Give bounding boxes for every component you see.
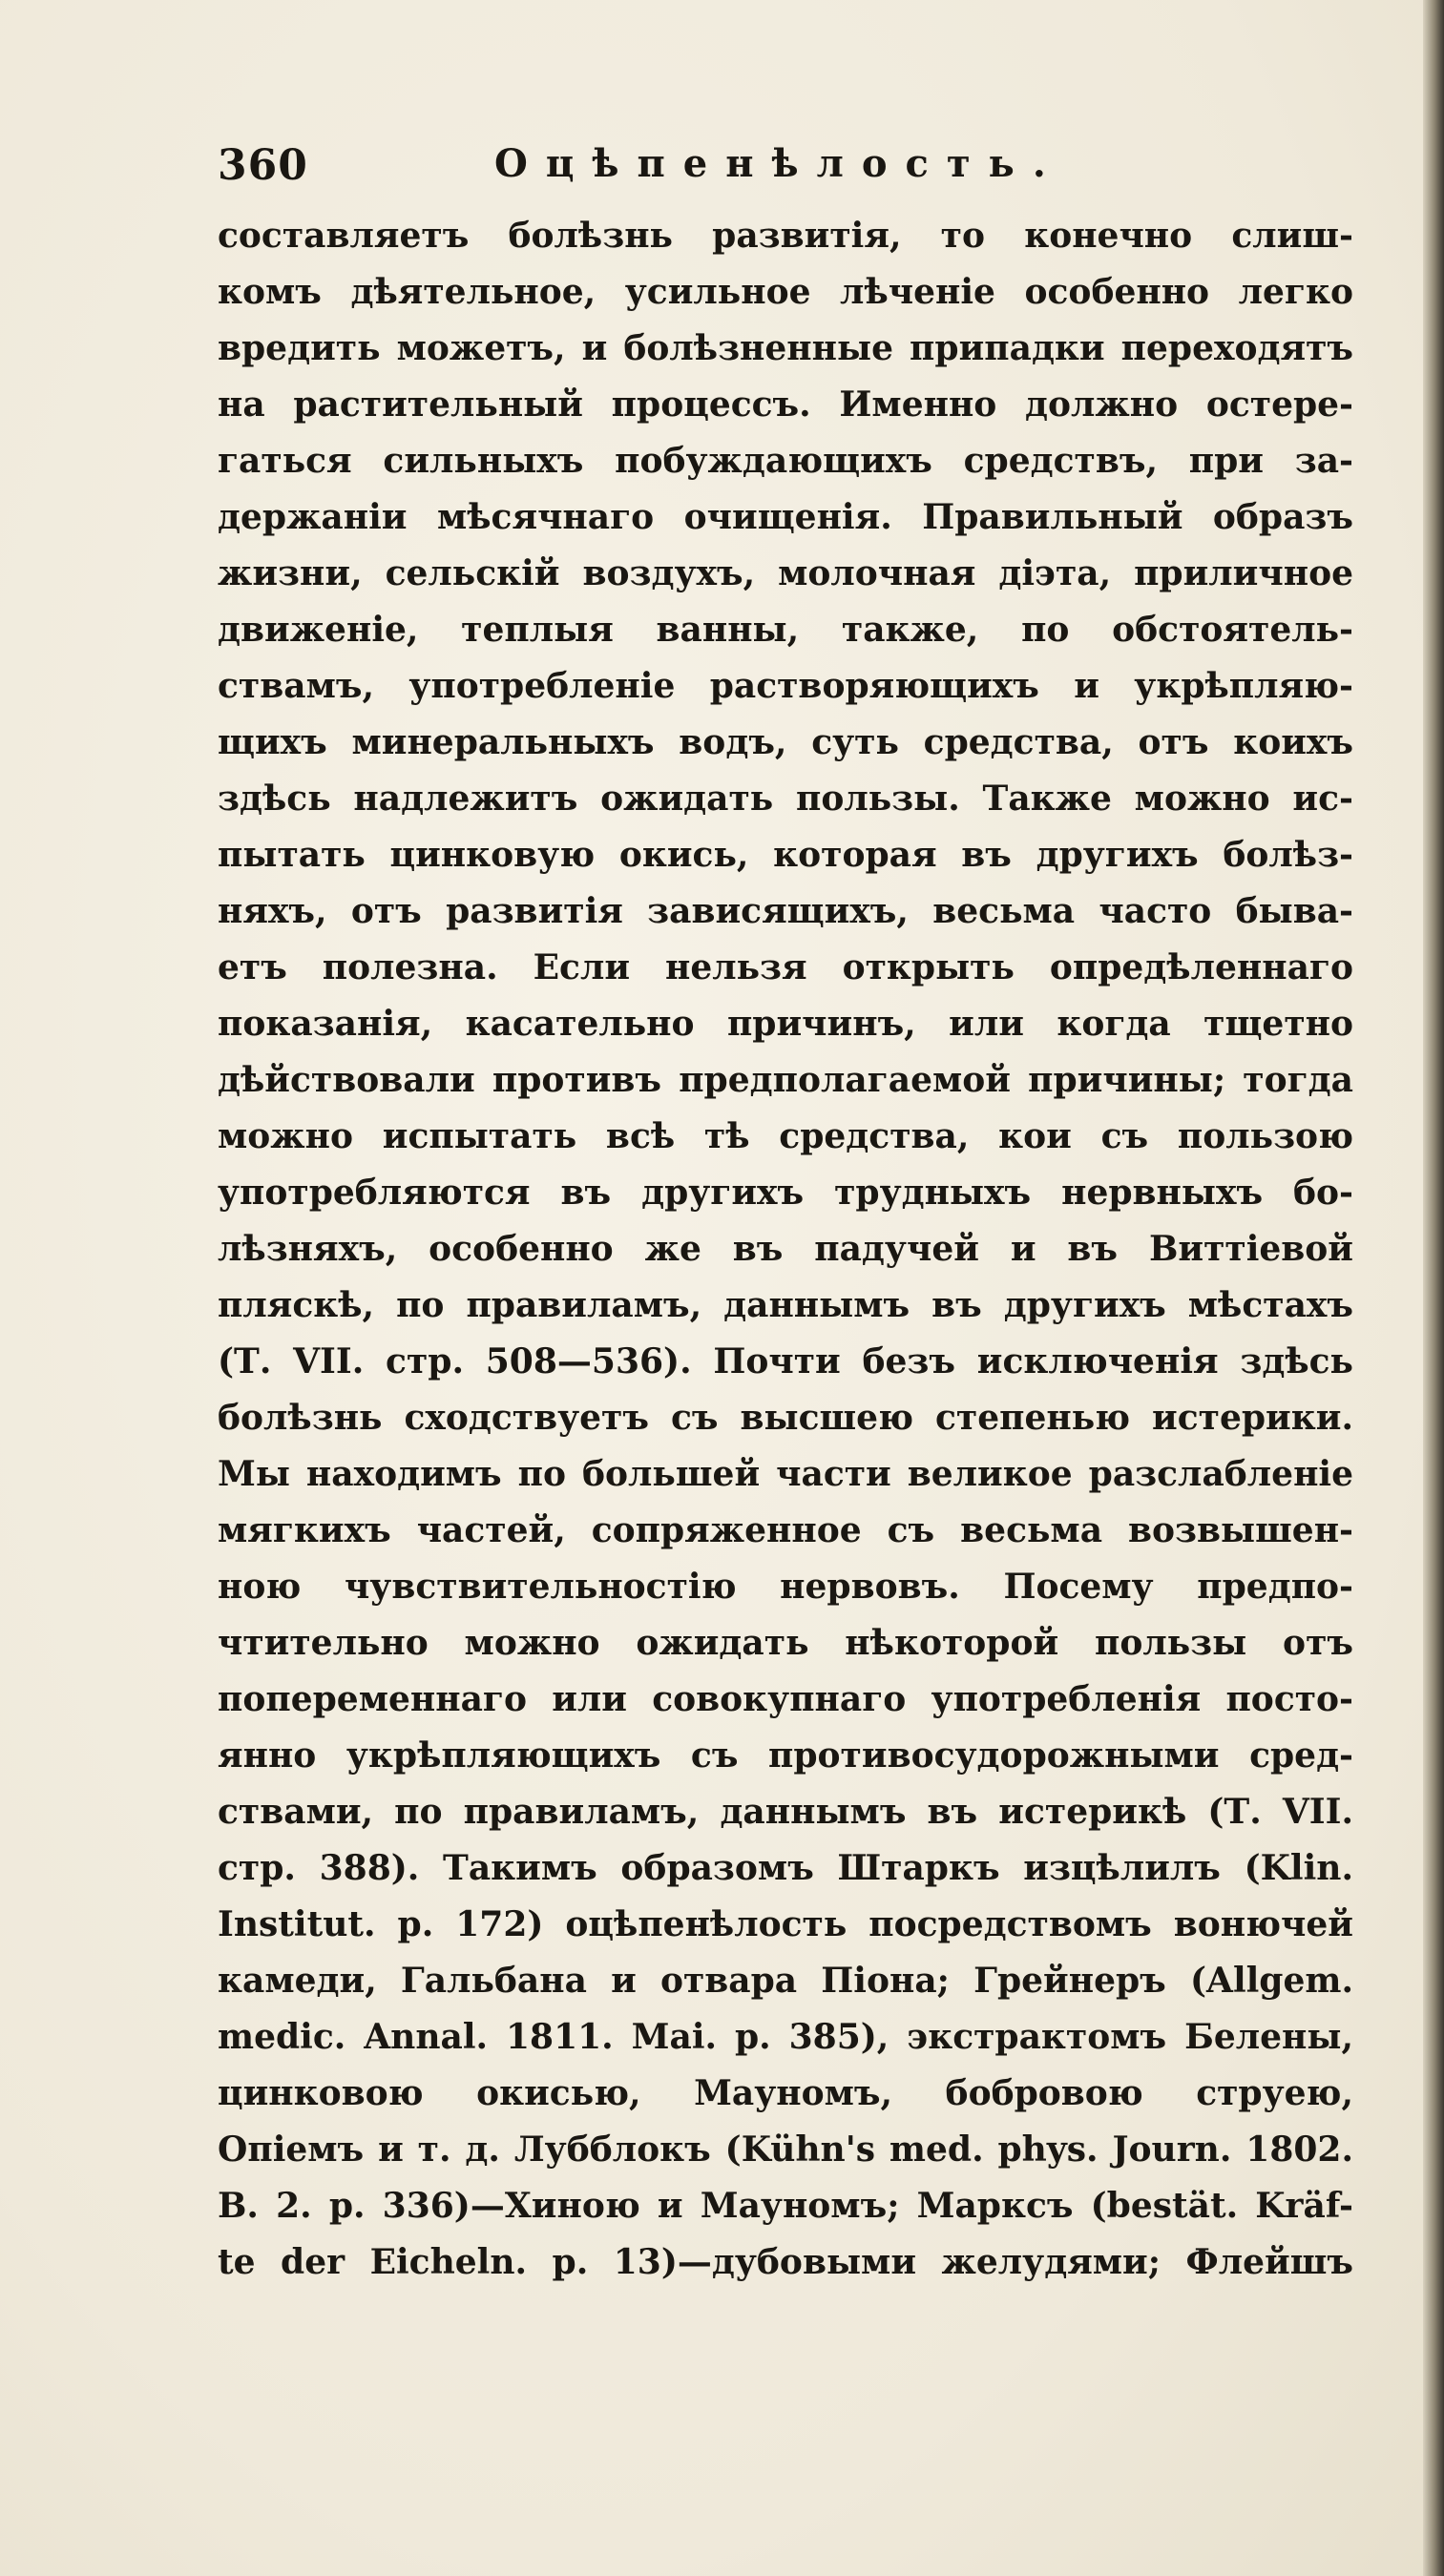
running-title: Оцѣпенѣлость. xyxy=(494,141,1064,186)
page-number: 360 xyxy=(218,141,308,190)
text-line: мягкихъ частей, сопряженное съ весьма возвышен- xyxy=(218,1510,1353,1550)
text-line: гаться сильныхъ побуждающихъ средствъ, при за- xyxy=(218,441,1353,481)
text-line: чтительно можно ожидать нѣкоторой пользы отъ xyxy=(218,1623,1353,1663)
text-line: te der Eicheln. p. 13)—дубовыми желудями; Флейшъ xyxy=(218,2242,1353,2282)
text-line: щихъ минеральныхъ водъ, суть средства, отъ коихъ xyxy=(218,722,1353,762)
text-line: движеніе, теплыя ванны, также, по обстоятель- xyxy=(218,610,1353,650)
text-line: няхъ, отъ развитія зависящихъ, весьма часто быва- xyxy=(218,891,1353,931)
text-line: дѣйствовали противъ предполагаемой причины; тогда xyxy=(218,1060,1353,1100)
text-line: янно укрѣпляющихъ съ противосудорожными сред- xyxy=(218,1735,1353,1776)
text-line: ствамъ, употребленіе растворяющихъ и укрѣпляю- xyxy=(218,666,1353,706)
text-line: камеди, Гальбана и отвара Піона; Грейнеръ (Allgem. xyxy=(218,1961,1353,2001)
page-binding-edge xyxy=(1423,0,1444,2576)
text-line: лѣзняхъ, особенно же въ падучей и въ Виттіевой xyxy=(218,1229,1353,1269)
text-line: Опіемъ и т. д. Лубблокъ (Kühn's med. phys. Journ. 1802. xyxy=(218,2129,1353,2170)
text-line: ствами, по правиламъ, даннымъ въ истерикѣ (Т. VII. xyxy=(218,1792,1353,1832)
text-line: составляетъ болѣзнь развитія, то конечно слиш- xyxy=(218,216,1353,256)
text-line: здѣсь надлежитъ ожидать пользы. Также можно ис- xyxy=(218,779,1353,819)
text-line: Institut. p. 172) оцѣпенѣлость посредствомъ вонючей xyxy=(218,1904,1353,1944)
body-text xyxy=(218,208,1353,2291)
text-line: цинковою окисью, Мауномъ, бобровою струею, xyxy=(218,2073,1353,2113)
text-line: попеременнаго или совокупнаго употребленія посто- xyxy=(218,1679,1353,1719)
text-line: вредить можетъ, и болѣзненные припадки переходятъ xyxy=(218,328,1353,368)
page-header xyxy=(218,141,1172,198)
text-line: держаніи мѣсячнаго очищенія. Правильный образъ xyxy=(218,497,1353,537)
text-line: ною чувствительностію нервовъ. Посему предпо- xyxy=(218,1567,1353,1607)
text-line: употребляются въ другихъ трудныхъ нервныхъ бо- xyxy=(218,1173,1353,1213)
text-line: Мы находимъ по большей части великое разслабленіе xyxy=(218,1454,1353,1494)
text-line: болѣзнь сходствуетъ съ высшею степенью истерики. xyxy=(218,1398,1353,1438)
text-line: на растительный процессъ. Именно должно остере- xyxy=(218,384,1353,425)
text-line: можно испытать всѣ тѣ средства, кои съ пользою xyxy=(218,1116,1353,1156)
text-line: (Т. VII. стр. 508—536). Почти безъ исключенія здѣсь xyxy=(218,1341,1353,1381)
text-line: пляскѣ, по правиламъ, даннымъ въ другихъ мѣстахъ xyxy=(218,1285,1353,1325)
text-line: пытать цинковую окись, которая въ другихъ болѣз- xyxy=(218,835,1353,875)
text-line: medic. Annal. 1811. Mai. p. 385), экстрактомъ Белены, xyxy=(218,2017,1353,2057)
text-line: комъ дѣятельное, усильное лѣченіе особенно легко xyxy=(218,272,1353,312)
text-line: жизни, сельскій воздухъ, молочная діэта, приличное xyxy=(218,553,1353,593)
text-line: показанія, касательно причинъ, или когда тщетно xyxy=(218,1004,1353,1044)
text-line: B. 2. p. 336)—Хиною и Мауномъ; Марксъ (bestät. Kräf- xyxy=(218,2186,1353,2226)
text-line: стр. 388). Такимъ образомъ Штаркъ изцѣлилъ (Klin. xyxy=(218,1848,1353,1888)
text-line: етъ полезна. Если нельзя открыть опредѣленнаго xyxy=(218,947,1353,987)
